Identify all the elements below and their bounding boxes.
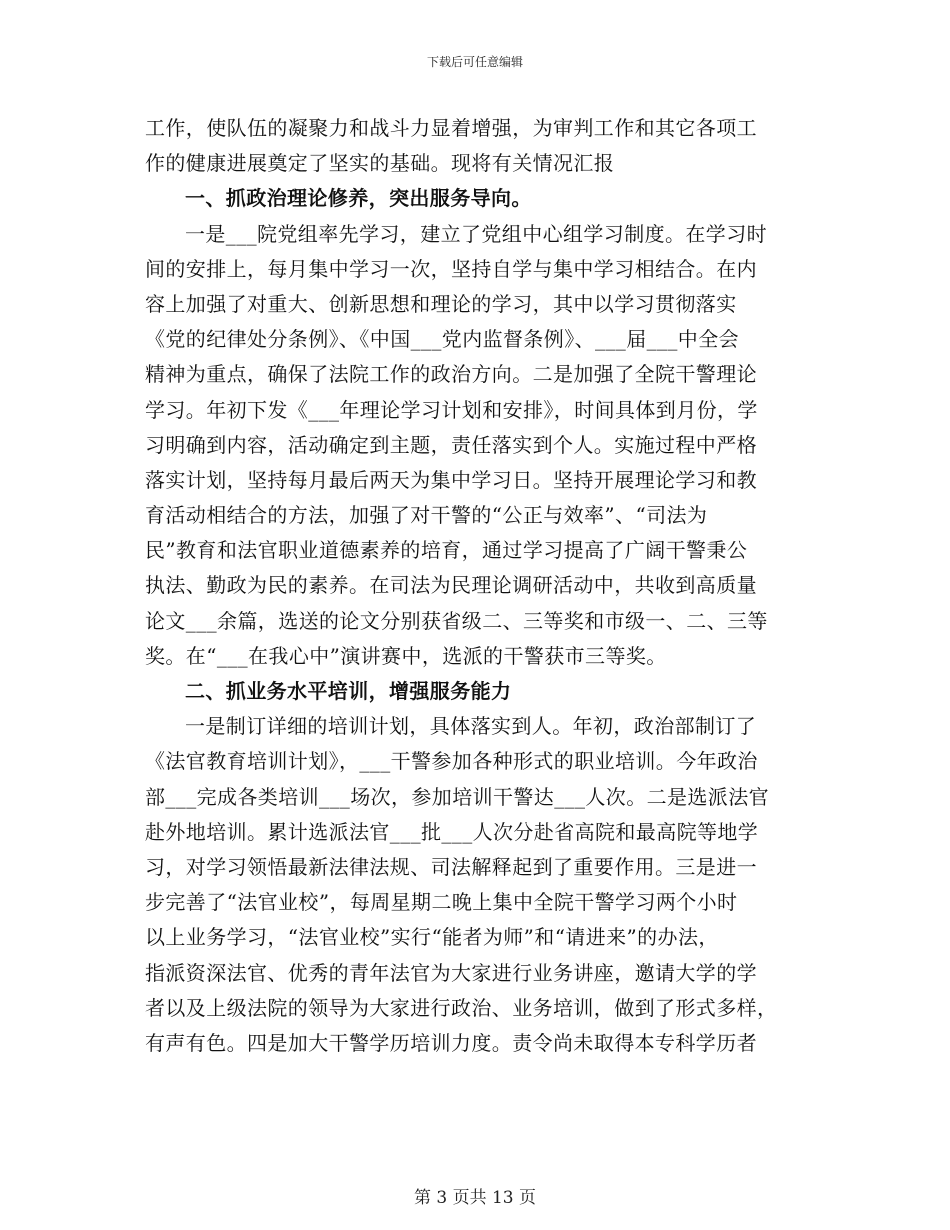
section-heading: 二、抓业务水平培训，增强服务能力 [185,679,512,703]
paragraph-line: 间的安排上，每月集中学习一次，坚持自学与集中学习相结合。在内 [145,256,757,281]
paragraph-line: 论文___余篇，选送的论文分别获省级二、三等奖和市级一、二、三等 [145,608,768,633]
paragraph-line: 工作，使队伍的凝聚力和战斗力显着增强，为审判工作和其它各项工 [145,116,757,140]
paragraph-line: 一是制订详细的培训计划，具体落实到人。年初，政治部制订了 [185,714,757,739]
paragraph-line: 一是___院党组率先学习，建立了党组中心组学习制度。在学习时 [185,221,767,246]
paragraph-line: 育活动相结合的方法，加强了对干警的“公正与效率”、“司法为 [145,503,708,528]
paragraph-line: 步完善了“法官业校”，每周星期二晚上集中全院干警学习两个小时 [145,890,738,915]
paragraph-line: 习明确到内容，活动确定到主题，责任落实到个人。实施过程中严格 [145,432,757,457]
paragraph-line: 作的健康进展奠定了坚实的基础。现将有关情况汇报 [145,151,615,176]
paragraph-line: 赴外地培训。累计选派法官___批___人次分赴省高院和最高院等地学 [145,819,759,844]
paragraph-line: 奖。在“___在我心中”演讲赛中，选派的干警获市三等奖。 [145,643,667,668]
paragraph-line: 民”教育和法官职业道德素养的培育，通过学习提高了广阔干警秉公 [145,538,748,563]
paragraph-line: 以上业务学习，“法官业校”实行“能者为师”和“请进来”的办法， [145,925,719,950]
paragraph-line: 有声有色。四是加大干警学历培训力度。责令尚未取得本专科学历者 [145,1030,757,1055]
paragraph-line: 落实计划，坚持每月最后两天为集中学习日。坚持开展理论学习和教 [145,467,757,492]
document-body [145,111,805,1061]
paragraph-line: 执法、勤政为民的素养。在司法为民理论调研活动中，共收到高质量 [145,573,757,598]
paragraph-line: 《法官教育培训计划》，___干警参加各种形式的职业培训。今年政治 [145,749,758,774]
section-heading: 一、抓政治理论修养，突出服务导向。 [185,186,532,211]
page-header: 下载后可任意编辑 [426,55,523,69]
paragraph-line: 精神为重点，确保了法院工作的政治方向。二是加强了全院干警理论 [145,362,757,387]
paragraph-line: 者以及上级法院的领导为大家进行政治、业务培训，做到了形式多样， [145,995,778,1020]
paragraph-line: 部___完成各类培训___场次，参加培训干警达___人次。二是选派法官 [145,784,769,809]
paragraph-line: 指派资深法官、优秀的青年法官为大家进行业务讲座，邀请大学的学 [145,960,757,985]
paragraph-line: 学习。年初下发《___年理论学习计划和安排》，时间具体到月份，学 [145,397,758,422]
paragraph-line: 习，对学习领悟最新法律法规、司法解释起到了重要作用。三是进一 [145,854,757,879]
paragraph-line: 容上加强了对重大、创新思想和理论的学习，其中以学习贯彻落实 [145,291,737,316]
paragraph-line: 《党的纪律处分条例》、《中国___党内监督条例》、___届___中全会 [145,327,739,352]
page-footer: 第 3 页共 13 页 [413,1188,537,1208]
